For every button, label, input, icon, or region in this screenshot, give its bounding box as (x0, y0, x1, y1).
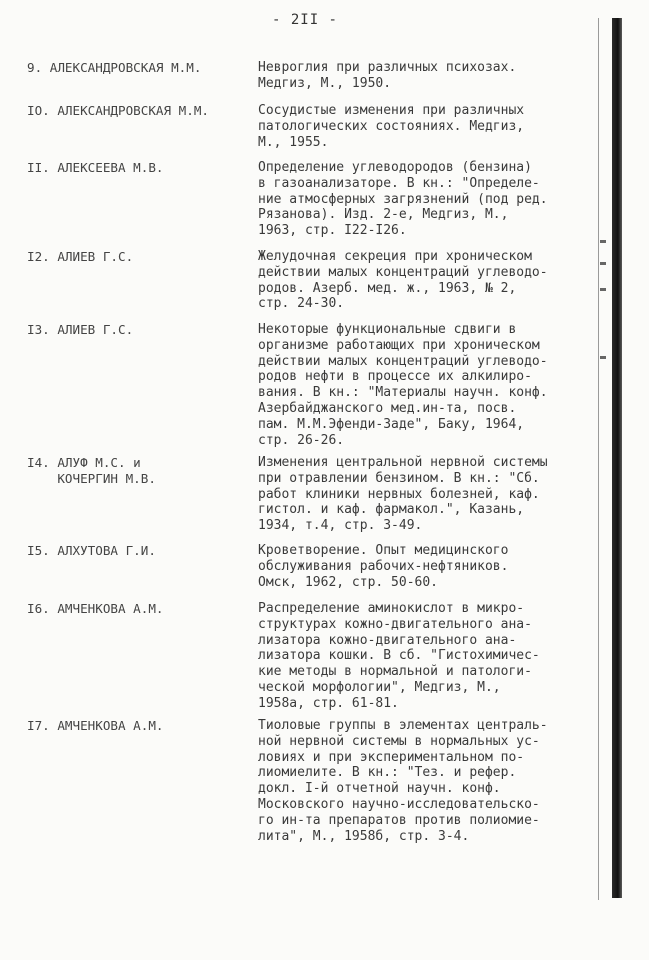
entry-number: II. (27, 160, 50, 175)
entry-number-author (27, 322, 262, 338)
binding-mark (600, 240, 606, 243)
entry-citation: Сосудистые изменения при различных патологических состояниях. Медгиз, М., 1955. (258, 103, 525, 150)
entry-number: I6. (27, 601, 50, 616)
entry-number: I4. (27, 455, 50, 470)
entry-number-author (27, 601, 262, 617)
entry-number: I3. (27, 322, 50, 337)
entry-number-author (27, 103, 262, 119)
entry-number: IO. (27, 103, 50, 118)
binding-mark (600, 356, 606, 359)
entry-citation: Определение углеводородов (бензина) в газоанализаторе. В кн.: "Определе- ние атмосферных загрязнений (под ред. Рязанова). Изд. 2-е, Медгиз, М., 1963, стр. I22-I26. (258, 160, 548, 239)
margin-rule (598, 18, 599, 900)
entry-citation: Некоторые функциональные сдвиги в организме работающих при хроническом действии малых концентраций углеводо- родов нефти в процессе их алкилиро- вания. В кн.: "Материалы научн. конф. Азербайджанского мед.ин-та, посв. пам. М.М.Эфенди-Заде", Баку, 1964, стр. 26-26. (258, 322, 548, 448)
page-number: - 2II - (271, 12, 338, 28)
page-edge-shadow (612, 18, 622, 898)
entry-author: АЛИЕВ Г.С. (57, 322, 134, 337)
entry-author: АЛЕКСАНДРОВСКАЯ М.М. (49, 60, 202, 75)
entry-number-author (27, 543, 262, 559)
entry-number-author (27, 60, 262, 76)
entry-citation: Изменения центральной нервной системы при отравлении бензином. В кн.: "Сб. работ клиники нервных болезней, каф. гистол. и каф. фармакол.", Казань, 1934, т.4, стр. 3-49. (258, 455, 548, 534)
entry-citation: Невроглия при различных психозах. Медгиз, М., 1950. (258, 60, 517, 91)
entry-author: АЛЕКСЕЕВА М.В. (57, 160, 164, 175)
entry-author: АЛИЕВ Г.С. (57, 249, 134, 264)
entry-citation: Распределение аминокислот в микро- структурах кожно-двигательного ана- лизатора кожно-двигательного ана- лизатора кошки. В сб. "Гистохимичес- кие методы в нормальной и патологи- ческой морфологии", Медгиз, М., 1958а, стр. 61-81. (258, 601, 540, 711)
binding-mark (600, 288, 606, 291)
entry-author: АМЧЕНКОВА А.М. (57, 601, 164, 616)
entry-number-author (27, 455, 262, 486)
entry-number: I2. (27, 249, 50, 264)
entry-citation: Тиоловые группы в элементах централь- ной нервной системы в нормальных ус- ловиях и при экспериментальном по- лиомиелите. В кн.: "Тез. и рефер. докл. I-й отчетной научн. конф. Московского научно-исследовательско- го ин-та препаратов против полиомие- лита", М., 1958б, стр. 3-4. (258, 718, 548, 844)
entry-author: АЛУФ М.С. и КОЧЕРГИН М.В. (57, 455, 156, 486)
entry-author: АЛХУТОВА Г.И. (57, 543, 156, 558)
entry-citation: Кроветворение. Опыт медицинского обслуживания рабочих-нефтяников. Омск, 1962, стр. 50-60. (258, 543, 509, 590)
entry-number: 9. (27, 60, 43, 75)
entry-number: I7. (27, 718, 50, 733)
entry-author: АМЧЕНКОВА А.М. (57, 718, 164, 733)
entry-number-author (27, 718, 262, 734)
entry-number: I5. (27, 543, 50, 558)
entry-number-author (27, 249, 262, 265)
entry-author: АЛЕКСАНДРОВСКАЯ М.М. (57, 103, 209, 118)
binding-mark (600, 262, 606, 265)
entry-citation: Желудочная секреция при хроническом действии малых концентраций углеводо- родов. Азерб. мед. ж., 1963, № 2, стр. 24-30. (258, 249, 548, 312)
entry-number-author (27, 160, 262, 176)
